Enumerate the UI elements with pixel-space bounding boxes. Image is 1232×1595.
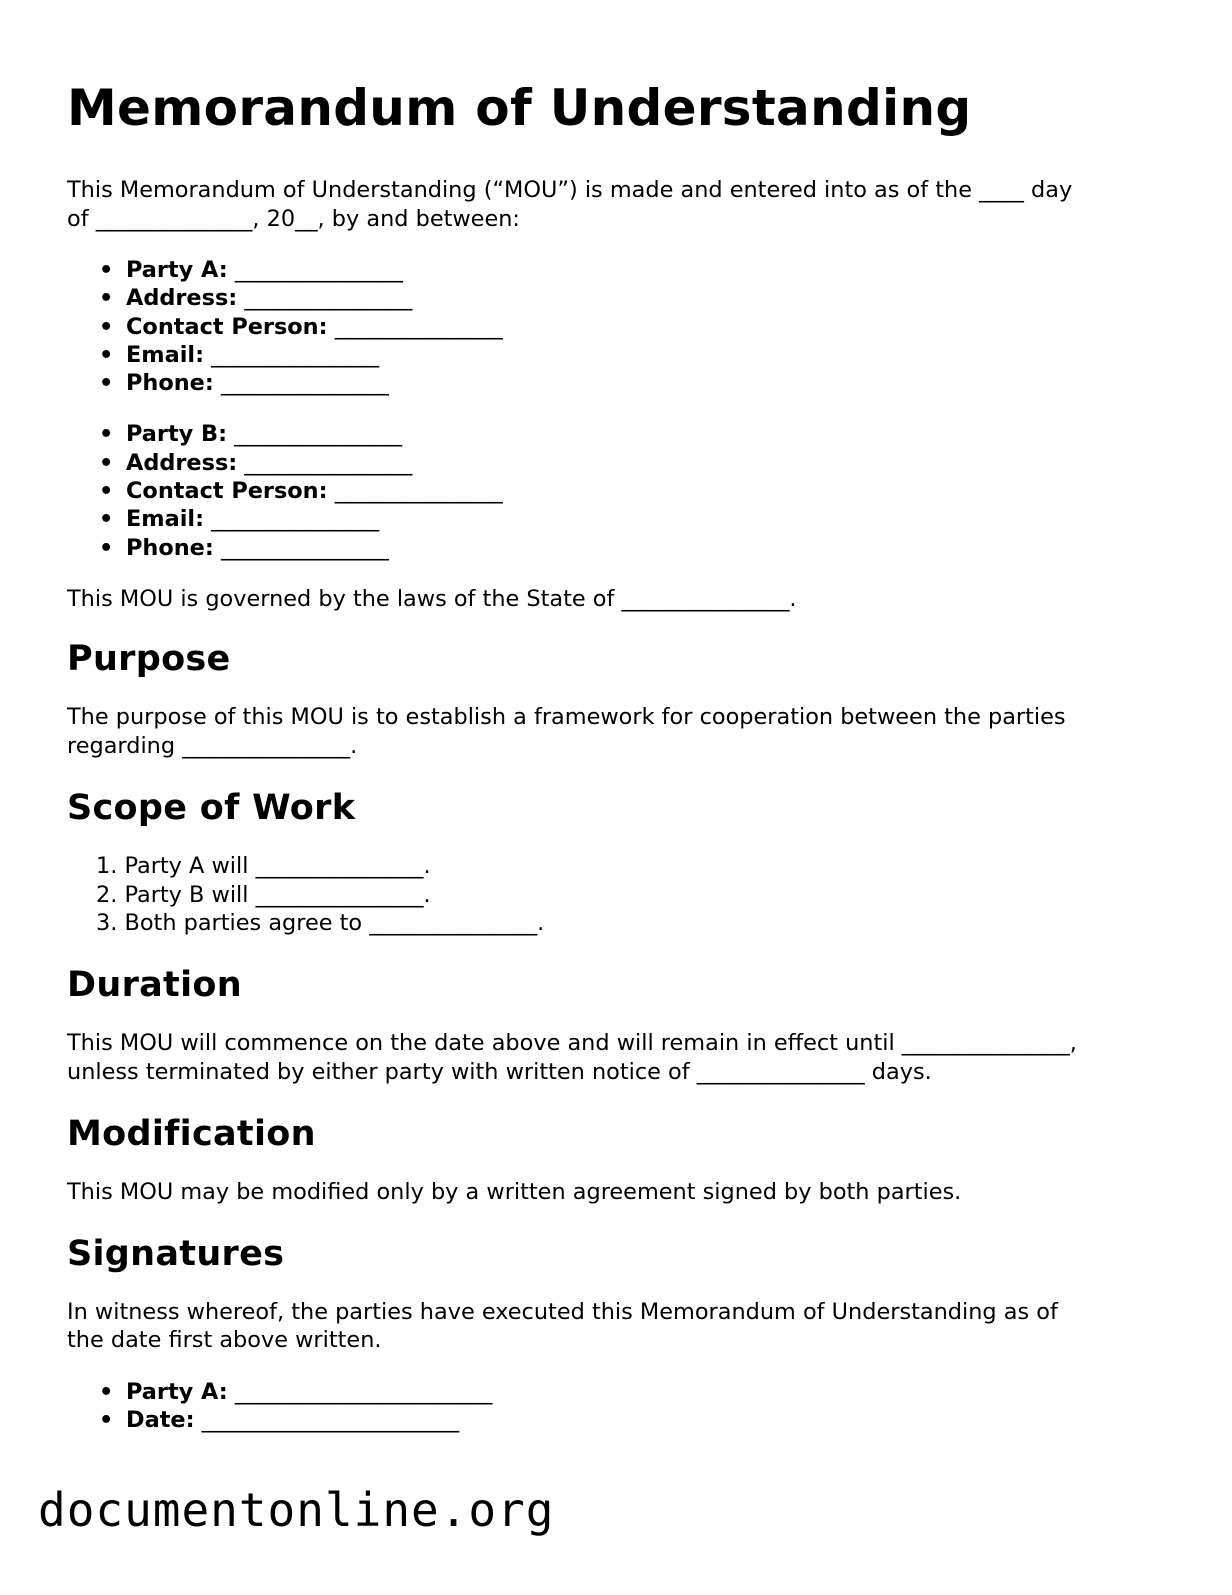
field-blank[interactable]: _______________ (227, 257, 403, 283)
intro-paragraph (67, 176, 1167, 233)
field-label: Date: (126, 1407, 195, 1434)
field-phone-a (67, 369, 1167, 397)
field-blank[interactable]: _______________ (204, 341, 380, 368)
scope-heading: Scope of Work (67, 788, 356, 829)
field-blank[interactable]: _______________ (227, 421, 403, 448)
intro-line-2: of ______________, 20__, by and between: (67, 205, 520, 232)
scope-list (67, 852, 1167, 937)
modification-heading: Modification (67, 1114, 316, 1155)
field-email-b (67, 505, 1167, 533)
signature-fields (67, 1378, 1167, 1435)
field-blank[interactable]: _______________ (204, 506, 380, 533)
signatures-heading: Signatures (67, 1233, 285, 1274)
purpose-heading: Purpose (67, 639, 231, 680)
field-party-a (67, 256, 1167, 284)
watermark-text: documentonline.org (38, 1483, 555, 1537)
field-party-b (67, 420, 1167, 448)
field-label: Address: (126, 285, 238, 312)
scope-item: 3. Both parties agree to _______________. (96, 910, 545, 937)
signatures-line-1: In witness whereof, the parties have executed this Memorandum of Understanding as of (67, 1298, 1058, 1325)
field-address-b (67, 449, 1167, 477)
scope-item: 1. Party A will _______________. (96, 853, 431, 880)
duration-line-2: unless terminated by either party with written notice of _______________ days. (67, 1058, 932, 1085)
field-blank[interactable]: _______________ (237, 449, 413, 476)
purpose-line-2: regarding _______________. (67, 732, 358, 759)
field-blank[interactable]: _______________ (327, 478, 503, 505)
field-blank[interactable]: _______________ (327, 313, 503, 340)
field-phone-b (67, 534, 1167, 562)
field-label: Email: (126, 341, 205, 368)
field-label: Phone: (126, 370, 214, 397)
document-page (67, 78, 1167, 1434)
party-b-fields (67, 420, 1167, 561)
intro-line-1: This Memorandum of Understanding (“MOU”) is made and entered into as of the ____ day (67, 177, 1073, 203)
field-label: Party A: (126, 1378, 228, 1405)
field-label: Address: (126, 449, 238, 476)
duration-heading: Duration (67, 965, 242, 1006)
field-contact-person-a (67, 313, 1167, 341)
field-label: Email: (126, 506, 205, 533)
scope-item: 2. Party B will _______________. (96, 881, 431, 908)
field-blank[interactable]: _______________ (237, 285, 413, 312)
field-label: Phone: (126, 534, 214, 561)
purpose-paragraph (67, 703, 1167, 760)
field-label: Contact Person: (126, 313, 328, 340)
signatures-paragraph (67, 1298, 1167, 1355)
signature-party-a (67, 1378, 1167, 1406)
field-blank[interactable]: _______________________ (227, 1378, 493, 1405)
field-address-a (67, 284, 1167, 312)
field-label: Party B: (126, 421, 228, 448)
field-label: Party A: (126, 257, 228, 283)
duration-line-1: This MOU will commence on the date above and will remain in effect until _______________, (67, 1030, 1077, 1057)
signature-date (67, 1406, 1167, 1434)
field-blank[interactable]: _______________ (213, 534, 389, 561)
modification-text: This MOU may be modified only by a written agreement signed by both parties. (67, 1179, 962, 1206)
party-a-fields (67, 256, 1167, 397)
purpose-line-1: The purpose of this MOU is to establish a framework for cooperation between the parties (67, 704, 1066, 731)
duration-paragraph (67, 1029, 1167, 1086)
field-label: Contact Person: (126, 478, 328, 505)
field-blank[interactable]: _______________________ (194, 1407, 460, 1434)
field-email-a (67, 341, 1167, 369)
field-contact-person-b (67, 477, 1167, 505)
document-title: Memorandum of Understanding (67, 79, 972, 137)
signatures-line-2: the date first above written. (67, 1327, 382, 1354)
governing-law-text: This MOU is governed by the laws of the State of _______________. (67, 585, 797, 612)
field-blank[interactable]: _______________ (213, 370, 389, 397)
